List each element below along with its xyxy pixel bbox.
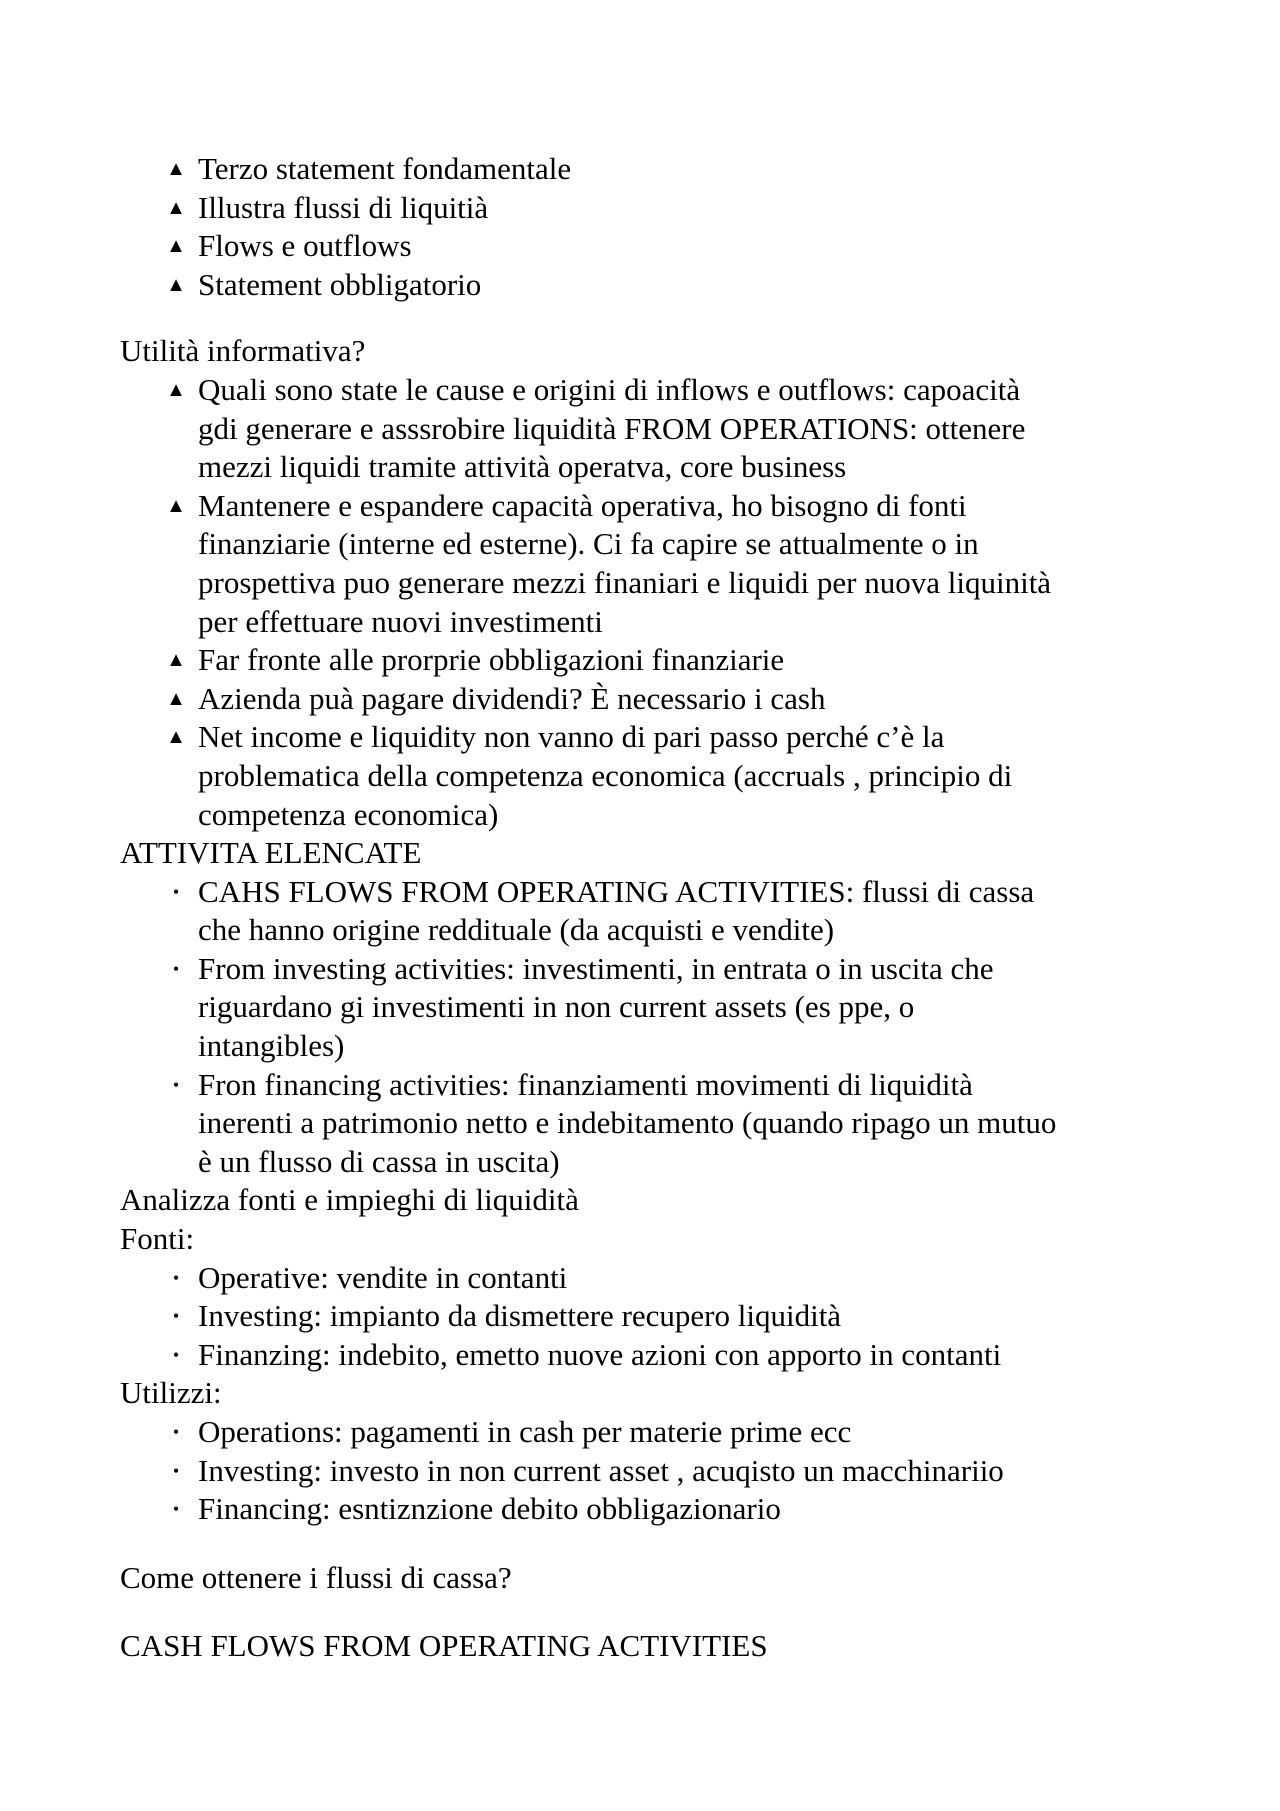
utilizzi-list xyxy=(120,1413,1180,1529)
triangle-bullet-icon: ▲ xyxy=(166,726,186,749)
list-item: • Operations: pagamenti in cash per materie prime ecc xyxy=(120,1413,1180,1452)
triangle-bullet-icon: ▲ xyxy=(166,378,186,401)
list-item: ▲ Illustra flussi di liquitià xyxy=(120,189,1180,228)
list-item: • Finanzing: indebito, emetto nuove azioni con apporto in contanti xyxy=(120,1336,1180,1375)
list-item: ▲ Far fronte alle prorprie obbligazioni finanziarie xyxy=(120,641,1180,680)
triangle-bullet-icon: ▲ xyxy=(166,196,186,219)
list-item: ▲ Terzo statement fondamentale xyxy=(120,150,1180,189)
list-item: ▲ Azienda puà pagare dividendi? È necessario i cash xyxy=(120,680,1180,719)
triangle-bullet-icon: ▲ xyxy=(166,158,186,180)
utilizzi-heading: Utilizzi: xyxy=(120,1375,222,1411)
bullet-icon: • xyxy=(172,1267,180,1288)
list-item: • Fron financing activities: finanziamenti movimenti di liquidità inerenti a patrimonio netto e indebitamento (quando ripago un mutuo è un flusso di cassa in uscita) xyxy=(120,1066,1180,1182)
attivita-heading: ATTIVITA ELENCATE xyxy=(120,835,422,871)
triangle-bullet-icon: ▲ xyxy=(166,687,186,710)
bullet-icon: • xyxy=(172,1460,180,1481)
list-item: ▲ Statement obbligatorio xyxy=(120,266,1180,305)
list-item: • Investing: investo in non current asset , acuqisto un macchinariio xyxy=(120,1452,1180,1491)
document-page xyxy=(120,150,1180,1666)
list-item: • From investing activities: investimenti, in entrata o in uscita che riguardano gi investimenti in non current assets (es ppe, o intangibles) xyxy=(120,950,1180,1066)
utilita-list xyxy=(120,371,1180,834)
fonti-list xyxy=(120,1259,1180,1375)
bullet-icon: • xyxy=(172,958,180,979)
fonti-heading: Fonti: xyxy=(120,1221,195,1257)
intro-list xyxy=(120,150,1180,304)
come-heading: Come ottenere i flussi di cassa? xyxy=(120,1559,512,1595)
attivita-list xyxy=(120,873,1180,1182)
bullet-icon: • xyxy=(172,1422,180,1442)
utilita-heading: Utilità informativa? xyxy=(120,333,366,369)
triangle-bullet-icon: ▲ xyxy=(166,494,186,517)
bullet-icon: • xyxy=(172,1344,180,1365)
list-item: ▲ Mantenere e espandere capacità operativa, ho bisogno di fonti finanziarie (interne ed esterne). Ci fa capire se attualmente o in prospettiva puo generare mezzi finaniari e liquidi per nuova liquinità per effettuare nuovi investimenti xyxy=(120,487,1180,641)
bullet-icon: • xyxy=(172,881,180,902)
list-item: • Investing: impianto da dismettere recupero liquidità xyxy=(120,1297,1180,1336)
bullet-icon: • xyxy=(172,1306,180,1327)
list-item: ▲ Quali sono state le cause e origini di inflows e outflows: capoacità gdi generare e asssrobire liquidità FROM OPERATIONS: ottenere mezzi liquidi tramite attività operatva, core business xyxy=(120,371,1180,487)
list-item: ▲ Net income e liquidity non vanno di pari passo perché c’è la problematica della competenza economica (accruals , principio di competenza economica) xyxy=(120,718,1180,834)
cash-flows-heading: CASH FLOWS FROM OPERATING ACTIVITIES xyxy=(120,1628,768,1664)
analizza-heading: Analizza fonti e impieghi di liquidità xyxy=(120,1182,579,1218)
list-item: • Operative: vendite in contanti xyxy=(120,1259,1180,1298)
triangle-bullet-icon: ▲ xyxy=(166,235,186,258)
triangle-bullet-icon: ▲ xyxy=(166,649,186,672)
bullet-icon: • xyxy=(172,1074,180,1095)
triangle-bullet-icon: ▲ xyxy=(166,273,186,296)
list-item: • CAHS FLOWS FROM OPERATING ACTIVITIES: flussi di cassa che hanno origine reddituale (da acquisti e vendite) xyxy=(120,873,1180,950)
list-item: ▲ Flows e outflows xyxy=(120,227,1180,266)
list-item: • Financing: esntiznzione debito obbligazionario xyxy=(120,1490,1180,1529)
bullet-icon: • xyxy=(172,1499,180,1520)
